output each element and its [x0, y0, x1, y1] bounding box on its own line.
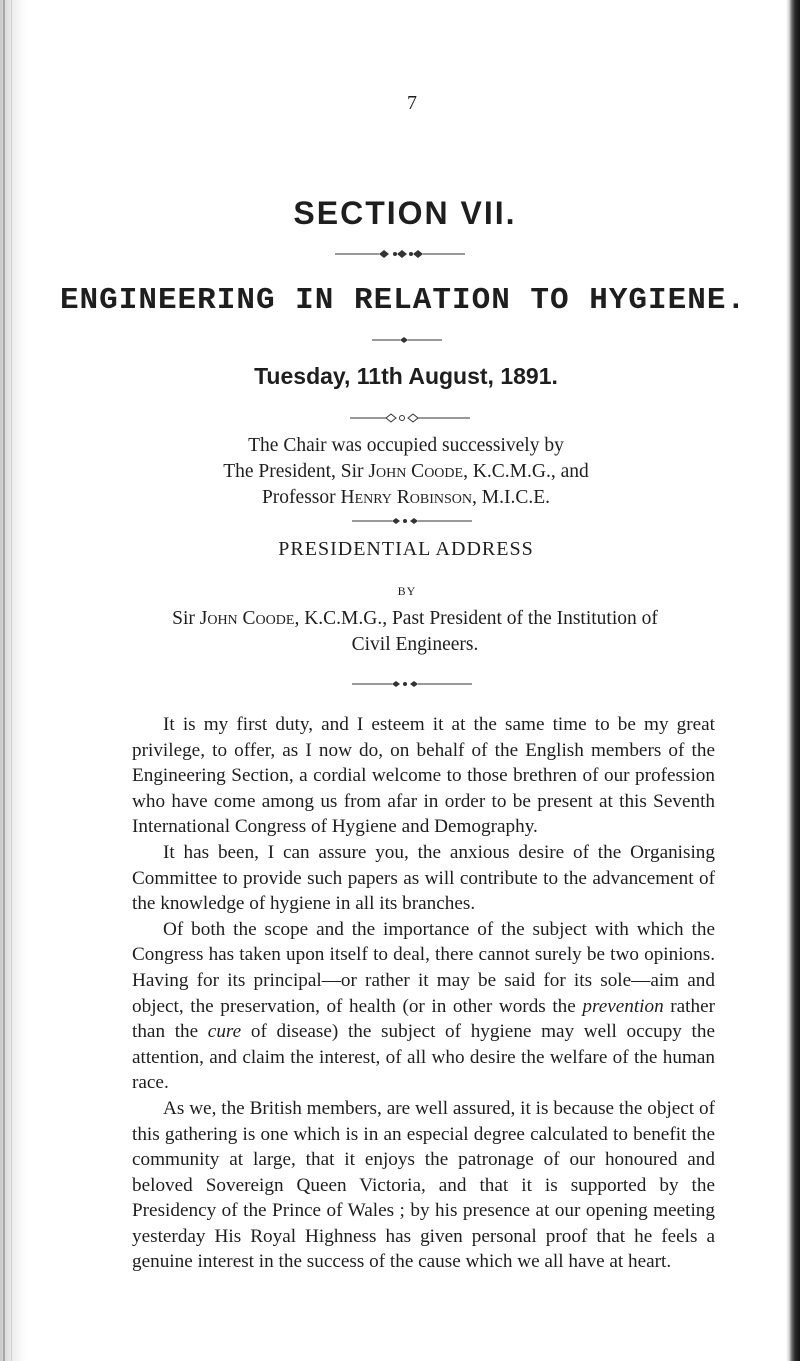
author-block	[120, 606, 710, 658]
chair-line-3	[12, 485, 800, 511]
address-body	[132, 712, 715, 1275]
paragraph-3	[132, 917, 715, 1096]
author-line-1	[120, 606, 710, 632]
section-title: SECTION VII.	[293, 195, 517, 231]
chair-professor-name: Henry Robinson	[340, 487, 473, 508]
chair-line-3-prefix: Professor	[261, 487, 341, 508]
main-title: ENGINEERING IN RELATION TO HYGIENE.	[59, 283, 747, 318]
ornament-divider	[0, 678, 800, 690]
ornament-divider	[0, 334, 800, 346]
paragraph-3-emphasis-cure: cure	[207, 1021, 242, 1043]
paragraph-4: As we, the British members, are well assured, it is because the object of this gathering is one which is in an especial degree calculated to benefit the community at large, that it enjoys the patronage of our honoured and beloved Sovereign Queen Victoria, and that it is supported by the Presidency of the Prince of Wales ; by his presence at our opening meeting yesterday His Royal Highness has given personal proof that he feels a genuine interest in the success of the cause which we all have at heart.	[132, 1097, 715, 1273]
author-title: , K.C.M.G., Past President of the Institution of	[294, 608, 658, 629]
chair-line-3-suffix: , M.I.C.E.	[472, 487, 551, 508]
chair-statement	[0, 433, 800, 511]
chair-president-name: John Coode	[368, 461, 464, 482]
chair-line-2-suffix: , K.C.M.G., and	[463, 461, 589, 482]
page-number: 7	[407, 92, 417, 114]
author-line-2: Civil Engineers.	[351, 634, 479, 655]
chair-line-2	[12, 459, 800, 485]
ornament-divider	[0, 248, 800, 260]
paragraph-3-part-c: of disease) the subject of hygiene may well occupy the attention, and claim the interest, of all who desire the welfare of the human race.	[132, 1021, 715, 1094]
paragraph-2: It has been, I can assure you, the anxious desire of the Organising Committee to provide such papers as will contribute to the advancement of the knowledge of hygiene in all its branches.	[132, 841, 715, 915]
paragraph-3-part-a: Of both the scope and the importance of the subject with which the Congress has taken upon itself to deal, there cannot surely be two opinions. Having for its principal—or rather it may be said for its sole—aim and object, the preservation, of health (or in other words the	[132, 918, 715, 1017]
author-prefix: Sir	[172, 608, 200, 629]
paragraph-1: It is my first duty, and I esteem it at the same time to be my great privilege, to offer, as I now do, on behalf of the English members of the Engineering Section, a cordial welcome to those brethren of our profession who have come among us from afar in order to be present at this Seventh International Congress of Hygiene and Demography.	[132, 714, 715, 838]
author-name: John Coode	[199, 608, 295, 629]
chair-line-1: The Chair was occupied successively by	[248, 435, 564, 456]
paragraph-3-emphasis-prevention: prevention	[582, 995, 664, 1017]
paragraph-3-part-b: rather than the	[132, 995, 715, 1043]
ornament-divider	[0, 412, 800, 424]
ornament-divider	[0, 515, 800, 527]
address-title: PRESIDENTIAL ADDRESS	[278, 538, 534, 560]
by-line: BY	[397, 584, 417, 598]
date-line: Tuesday, 11th August, 1891.	[254, 363, 558, 389]
chair-line-2-prefix: The President, Sir	[223, 461, 369, 482]
